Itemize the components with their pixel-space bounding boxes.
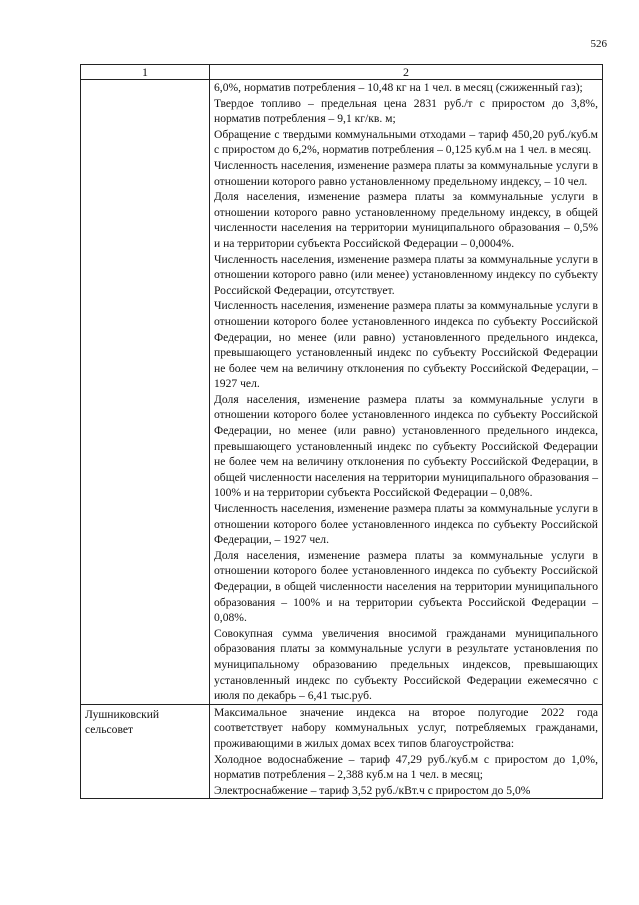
paragraph: Доля населения, изменение размера платы за коммунальные услуги в отношении которого более установленного индекса по субъекту Российской Федерации, в общей численности населения на территории муниципального образования – 100% и на территории субъекта Российской Федерации – 0,08%. <box>214 548 598 625</box>
paragraph: Численность населения, изменение размера платы за коммунальные услуги в отношении которого равно установленному предельному индексу, – 10 чел. <box>214 158 598 188</box>
paragraph: Максимальное значение индекса на второе полугодие 2022 года соответствует набору коммунальных услуг, потребляемых гражданами, проживающими в жилых домах всех типов благоустройства: <box>214 705 598 750</box>
paragraph: Численность населения, изменение размера платы за коммунальные услуги в отношении которого равно (или менее) установленному индексу по субъекту Российской Федерации, отсутствует. <box>214 252 598 297</box>
region-cell <box>81 80 210 705</box>
column-header-1: 1 <box>81 65 210 80</box>
paragraph: 6,0%, норматив потребления – 10,48 кг на 1 чел. в месяц (сжиженный газ); <box>214 81 583 94</box>
table-row <box>81 80 603 705</box>
paragraph: Обращение с твердыми коммунальными отходами – тариф 450,20 руб./куб.м с приростом до 6,2%, норматив потребления – 0,125 куб.м на 1 чел. в месяц. <box>214 127 598 157</box>
paragraph: Холодное водоснабжение – тариф 47,29 руб./куб.м с приростом до 1,0%, норматив потребления – 2,388 куб.м на 1 чел. в месяц; <box>214 752 598 782</box>
content-cell <box>210 80 603 705</box>
content-cell <box>210 704 603 799</box>
paragraph: Численность населения, изменение размера платы за коммунальные услуги в отношении которого более установленного индекса по субъекту Российской Федерации, но менее (или равно) установленного предельного индекса, превышающего установленный индекс по субъекту Российской Федерации не более чем на величину отклонения по субъекту Российской Федерации, – 1927 чел. <box>214 299 598 391</box>
paragraph: Электроснабжение – тариф 3,52 руб./кВт.ч с приростом до 5,0% <box>214 783 531 797</box>
region-cell: Лушниковский сельсовет <box>81 704 210 799</box>
paragraph: Численность населения, изменение размера платы за коммунальные услуги в отношении которого более установленного индекса по субъекту Российской Федерации, – 1927 чел. <box>214 502 598 547</box>
table-row <box>81 704 603 799</box>
paragraph: Совокупная сумма увеличения вносимой гражданами муниципального образования платы за коммунальные услуги в результате установления по муниципальному образованию предельных индексов, превышающих установленный индекс по субъекту Российской Федерации ежемесячно с июля по декабрь – 6,41 тыс.руб. <box>214 626 598 703</box>
paragraph: Доля населения, изменение размера платы за коммунальные услуги в отношении которого равно установленному предельному индексу, в общей численности населения на территории муниципального образования – 0,5% и на территории субъекта Российской Федерации – 0,0004%. <box>214 190 598 250</box>
paragraph: Твердое топливо – предельная цена 2831 руб./т с приростом до 3,8%, норматив потребления – 9,1 кг/кв. м; <box>214 96 598 126</box>
page-number: 526 <box>590 38 607 50</box>
paragraph: Доля населения, изменение размера платы за коммунальные услуги в отношении которого более установленного индекса по субъекту Российской Федерации, но менее (или равно) установленного предельного индекса, превышающего установленный индекс по субъекту Российской Федерации не более чем на величину отклонения по субъекту Российской Федерации, в общей численности населения на территории муниципального образования – 100% и на территории субъекта Российской Федерации – 0,08%. <box>214 392 598 500</box>
table-header-row <box>81 65 603 80</box>
document-table <box>80 64 603 799</box>
column-header-2: 2 <box>210 65 603 80</box>
